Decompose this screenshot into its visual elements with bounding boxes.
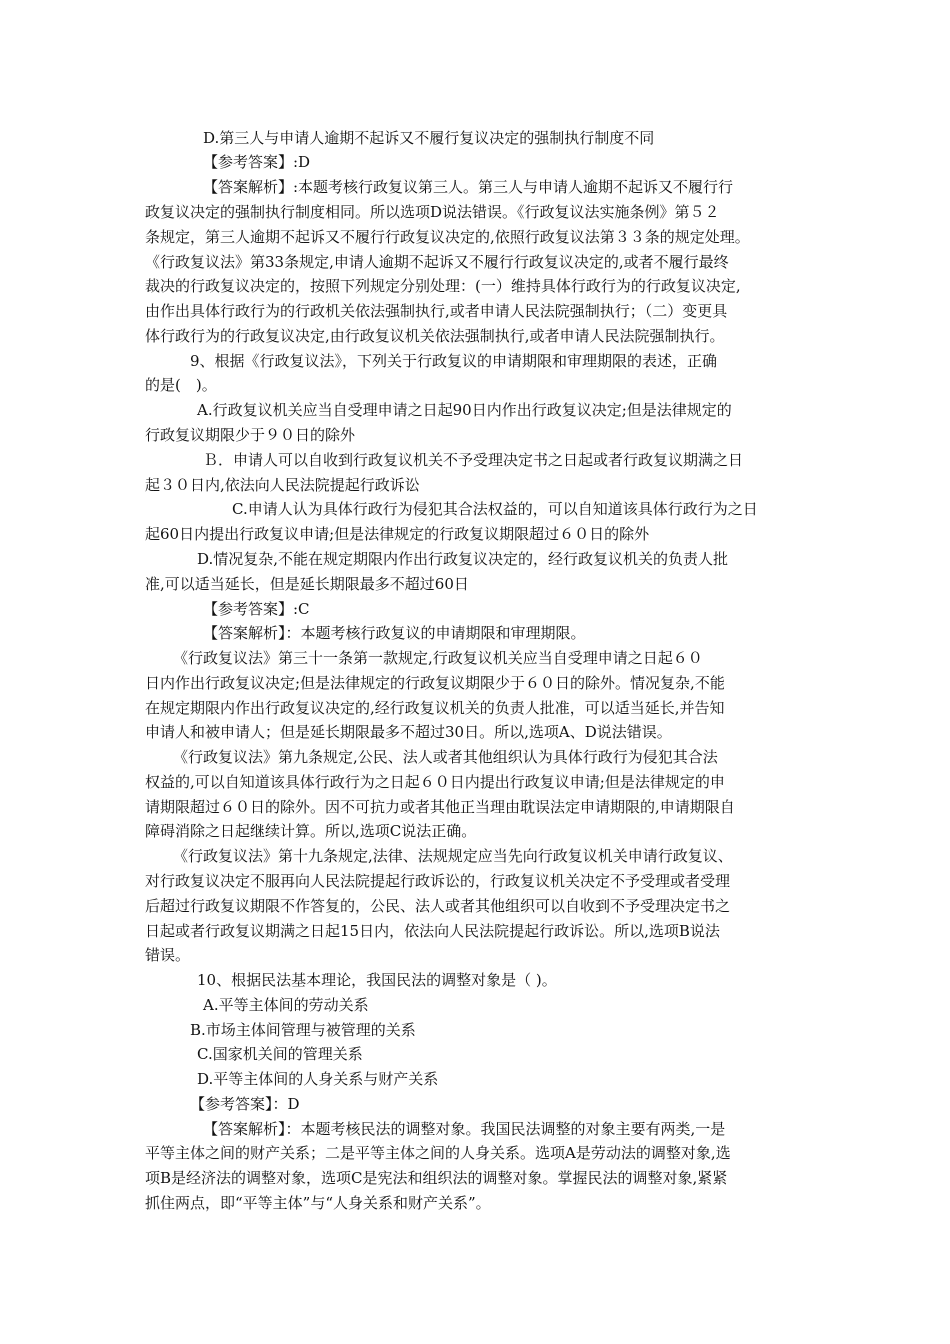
text-line: D.第三人与申请人逾期不起诉又不履行复议决定的强制执行制度不同 <box>203 129 655 147</box>
text-line: 在规定期限内作出行政复议决定的,经行政复议机关的负责人批准，可以适当延长,并告知 <box>145 699 725 717</box>
text-line: 条规定，第三人逾期不起诉又不履行行政复议决定的,依照行政复议法第３３条的规定处理。 <box>145 228 750 246</box>
question-10-option-c: C.国家机关间的管理关系 <box>197 1045 363 1063</box>
question-9-stem: 9、根据《行政复议法》，下列关于行政复议的申请期限和审理期限的表述，正确 <box>190 352 718 370</box>
answer-label: 【参考答案】：D <box>190 1095 300 1113</box>
text-line: 权益的,可以自知道该具体行政行为之日起６０日内提出行政复议申请;但是法律规定的申 <box>145 773 725 791</box>
text-line: 请期限超过６０日的除外。因不可抗力或者其他正当理由耽误法定申请期限的,申请期限自 <box>145 798 735 816</box>
text-line: 《行政复议法》第十九条规定,法律、法规规定应当先向行政复议机关申请行政复议、 <box>173 847 733 865</box>
text-line: 抓住两点，即“平等主体”与“人身关系和财产关系”。 <box>145 1194 491 1212</box>
question-9-option-c: C.申请人认为具体行政行为侵犯其合法权益的，可以自知道该具体行政行为之日 <box>232 500 758 518</box>
question-9-option-d: 准,可以适当延长，但是延长期限最多不超过60日 <box>145 575 469 593</box>
question-10-option-b: B.市场主体间管理与被管理的关系 <box>190 1021 416 1039</box>
question-10-option-d: D.平等主体间的人身关系与财产关系 <box>197 1070 439 1088</box>
text-line: 项B是经济法的调整对象，选项C是宪法和组织法的调整对象。掌握民法的调整对象,紧紧 <box>145 1169 728 1187</box>
question-9-stem: 的是( )。 <box>145 376 217 394</box>
text-line: 《行政复议法》第九条规定,公民、法人或者其他组织认为具体行政行为侵犯其合法 <box>173 748 718 766</box>
text-line: 裁决的行政复议决定的，按照下列规定分别处理：(一）维持具体行政行为的行政复议决定, <box>145 277 741 295</box>
text-line: 体行政行为的行政复议决定,由行政复议机关依法强制执行,或者申请人民法院强制执行。 <box>145 327 725 345</box>
text-line: 日内作出行政复议决定;但是法律规定的行政复议期限少于６０日的除外。情况复杂,不能 <box>145 674 725 692</box>
question-9-option-c: 起60日内提出行政复议申请;但是法律规定的行政复议期限超过６０日的除外 <box>145 525 650 543</box>
text-line: 由作出具体行政行为的行政机关依法强制执行,或者申请人民法院强制执行；（二）变更具 <box>145 302 728 320</box>
text-line: 对行政复议决定不服再向人民法院提起行政诉讼的，行政复议机关决定不予受理或者受理 <box>145 872 731 890</box>
text-line: 政复议决定的强制执行制度相同。所以选项D说法错误。《行政复议法实施条例》第５２ <box>145 203 720 221</box>
text-line: 障碍消除之日起继续计算。所以,选项C说法正确。 <box>145 822 477 840</box>
question-9-option-b: Ｂ．申请人可以自收到行政复议机关不予受理决定书之日起或者行政复议期满之日 <box>203 451 744 469</box>
question-10-option-a: A.平等主体间的劳动关系 <box>203 996 369 1014</box>
question-9-option-d: D.情况复杂,不能在规定期限内作出行政复议决定的，经行政复议机关的负责人批 <box>197 550 729 568</box>
question-9-option-b: 起３０日内,依法向人民法院提起行政诉讼 <box>145 476 420 494</box>
text-line: 日起或者行政复议期满之日起15日内，依法向人民法院提起行政诉讼。所以,选项B说法 <box>145 922 720 940</box>
question-9-option-a: A.行政复议机关应当自受理申请之日起90日内作出行政复议决定;但是法律规定的 <box>197 401 732 419</box>
text-line: 申请人和被申请人；但是延长期限最多不超过30日。所以,选项A、D说法错误。 <box>145 723 672 741</box>
analysis-label: 【答案解析】：本题考核行政复议的申请期限和审理期限。 <box>203 624 586 642</box>
question-10-stem: 10、根据民法基本理论，我国民法的调整对象是（ )。 <box>197 971 557 989</box>
analysis-label: 【答案解析】：本题考核民法的调整对象。我国民法调整的对象主要有两类,一是 <box>203 1120 726 1138</box>
text-line: 《行政复议法》第三十一条第一款规定,行政复议机关应当自受理申请之日起６０ <box>173 649 703 667</box>
text-line: 错误。 <box>145 946 191 964</box>
answer-label: 【参考答案】:C <box>203 600 310 618</box>
text-line: 后超过行政复议期限不作答复的，公民、法人或者其他组织可以自收到不予受理决定书之 <box>145 897 731 915</box>
text-line: 平等主体之间的财产关系；二是平等主体之间的人身关系。选项A是劳动法的调整对象,选 <box>145 1144 731 1162</box>
text-line: 《行政复议法》第33条规定,申请人逾期不起诉又不履行行政复议决定的,或者不履行最终 <box>145 253 729 271</box>
question-9-option-a: 行政复议期限少于９０日的除外 <box>145 426 356 444</box>
text-line: 【参考答案】:D <box>203 153 311 171</box>
text-line: 【答案解析】:本题考核行政复议第三人。第三人与申请人逾期不起诉又不履行行 <box>203 178 734 196</box>
